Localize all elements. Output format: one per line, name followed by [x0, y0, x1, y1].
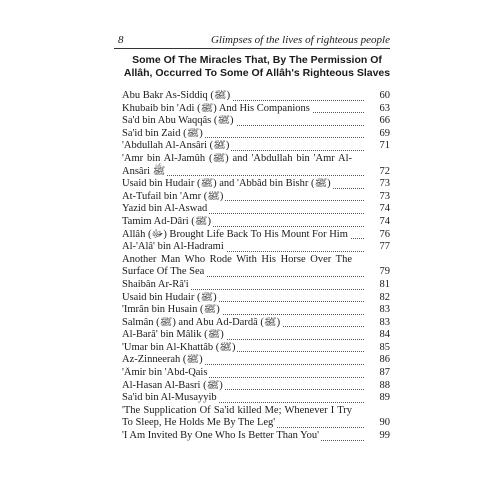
toc-entry-page: 87 [379, 367, 390, 379]
toc-entry [122, 405, 390, 430]
toc-entry-title: 'I Am Invited By One Who Is Better Than You' [122, 430, 320, 442]
table-of-contents [122, 90, 390, 443]
toc-entry [122, 317, 390, 330]
toc-entry [122, 115, 390, 128]
toc-entry-title: Sa'd bin Abu Waqqâs (ﷺ) [122, 115, 234, 127]
toc-entry [122, 367, 390, 380]
toc-entry-page: 74 [379, 203, 390, 215]
toc-entry-page: 72 [379, 165, 390, 177]
toc-entry-title: 'The Supplication Of Sa'id killed Me; Whenever I Try To Sleep, He Holds Me By The Leg' [122, 404, 352, 429]
toc-entry [122, 191, 390, 204]
toc-entry [122, 254, 390, 279]
toc-entry-title: At-Tufail bin 'Amr (ﷺ) [122, 190, 224, 202]
running-title: Glimpses of the lives of righteous people [210, 34, 390, 46]
toc-entry-title: Allâh (ﷻ) Brought Life Back To His Mount For Him [122, 228, 348, 240]
toc-entry-page: 63 [379, 102, 390, 114]
section-heading-line-1: Some Of The Miracles That, By The Permission Of [132, 54, 382, 66]
toc-entry [122, 229, 390, 242]
toc-entry-title: Az-Zinneerah (ﷺ) [122, 354, 203, 366]
toc-entry-title: 'Umar bin Al-Khattâb (ﷺ) [122, 341, 236, 353]
toc-entry [122, 90, 390, 103]
toc-entry-title: Abu Bakr As-Siddiq (ﷺ) [122, 90, 231, 101]
toc-entry-page: 85 [379, 341, 390, 353]
toc-entry-title: Sa'id bin Zaid (ﷺ) [122, 127, 203, 139]
toc-entry-title: 'Abdullah Al-Ansâri (ﷺ) [122, 140, 230, 152]
toc-entry-title: Usaid bin Hudair (ﷺ) and 'Abbâd bin Bishr (ﷺ) [122, 178, 331, 190]
toc-entry-page: 90 [379, 417, 390, 429]
toc-entry [122, 380, 390, 393]
toc-entry-title: Yazid bin Al-Aswad [122, 203, 208, 215]
toc-entry-page: 66 [379, 115, 390, 127]
toc-entry [122, 342, 390, 355]
toc-entry-title: 'Âmir bin 'Abd-Qais [122, 367, 208, 379]
toc-entry-title: Sa'id bin Al-Musayyib [122, 392, 217, 404]
toc-entry [122, 103, 390, 116]
toc-entry-page: 73 [379, 190, 390, 202]
toc-entry [122, 128, 390, 141]
toc-entry [122, 392, 390, 405]
toc-entry-page: 77 [379, 241, 390, 253]
page-header [118, 33, 390, 47]
toc-entry [122, 178, 390, 191]
toc-entry-page: 83 [379, 304, 390, 316]
section-heading [122, 54, 392, 79]
toc-entry [122, 153, 390, 178]
toc-entry [122, 140, 390, 153]
toc-entry-page: 74 [379, 215, 390, 227]
toc-entry-title: Al-Hasan Al-Basri (ﷺ) [122, 379, 223, 391]
toc-entry-page: 88 [379, 379, 390, 391]
toc-entry-title: 'Imrân bin Husain (ﷺ) [122, 304, 220, 316]
toc-entry [122, 279, 390, 292]
toc-entry [122, 203, 390, 216]
toc-entry-title: Tamim Ad-Dâri (ﷺ) [122, 215, 211, 227]
toc-entry-title: Shaibân Ar-Râ'i [122, 278, 189, 290]
toc-entry-page: 81 [379, 278, 390, 290]
toc-entry-page: 60 [379, 90, 390, 101]
header-rule [114, 48, 390, 49]
toc-entry-title: Another Man Who Rode With His Horse Over The Surface Of The Sea [122, 253, 352, 278]
toc-entry-page: 82 [379, 291, 390, 303]
toc-entry-page: 99 [379, 430, 390, 442]
toc-entry-title: Usaid bin Hudair (ﷺ) [122, 291, 217, 303]
toc-entry-title: Khubaib bin 'Adi (ﷺ) And His Companions [122, 102, 310, 114]
toc-entry-page: 79 [379, 266, 390, 278]
toc-entry-page: 86 [379, 354, 390, 366]
toc-entry-page: 69 [379, 127, 390, 139]
toc-entry-page: 83 [379, 316, 390, 328]
toc-entry-title: Al-'Alâ' bin Al-Hadrami [122, 241, 224, 253]
toc-entry [122, 241, 390, 254]
toc-entry-page: 71 [379, 140, 390, 152]
toc-entry-page: 84 [379, 329, 390, 341]
toc-entry [122, 354, 390, 367]
toc-entry [122, 292, 390, 305]
section-heading-line-2: Allâh, Occurred To Some Of Allâh's Righteous Slaves [123, 66, 391, 79]
toc-entry [122, 304, 390, 317]
toc-entry-title: Salmân (ﷺ) and Abu Ad-Dardâ (ﷺ) [122, 316, 281, 328]
toc-entry-title: Al-Barâ' bin Mâlik (ﷺ) [122, 329, 224, 341]
toc-entry-page: 76 [379, 228, 390, 240]
toc-entry [122, 430, 390, 443]
page-number: 8 [118, 34, 124, 46]
toc-entry-page: 73 [379, 178, 390, 190]
toc-entry [122, 216, 390, 229]
toc-entry-page: 89 [379, 392, 390, 404]
toc-entry [122, 329, 390, 342]
toc-entry-title: 'Amr bin Al-Jamûh (ﷺ) and 'Abdullah bin 'Amr Al-Ansâri ﷺ [122, 152, 352, 177]
